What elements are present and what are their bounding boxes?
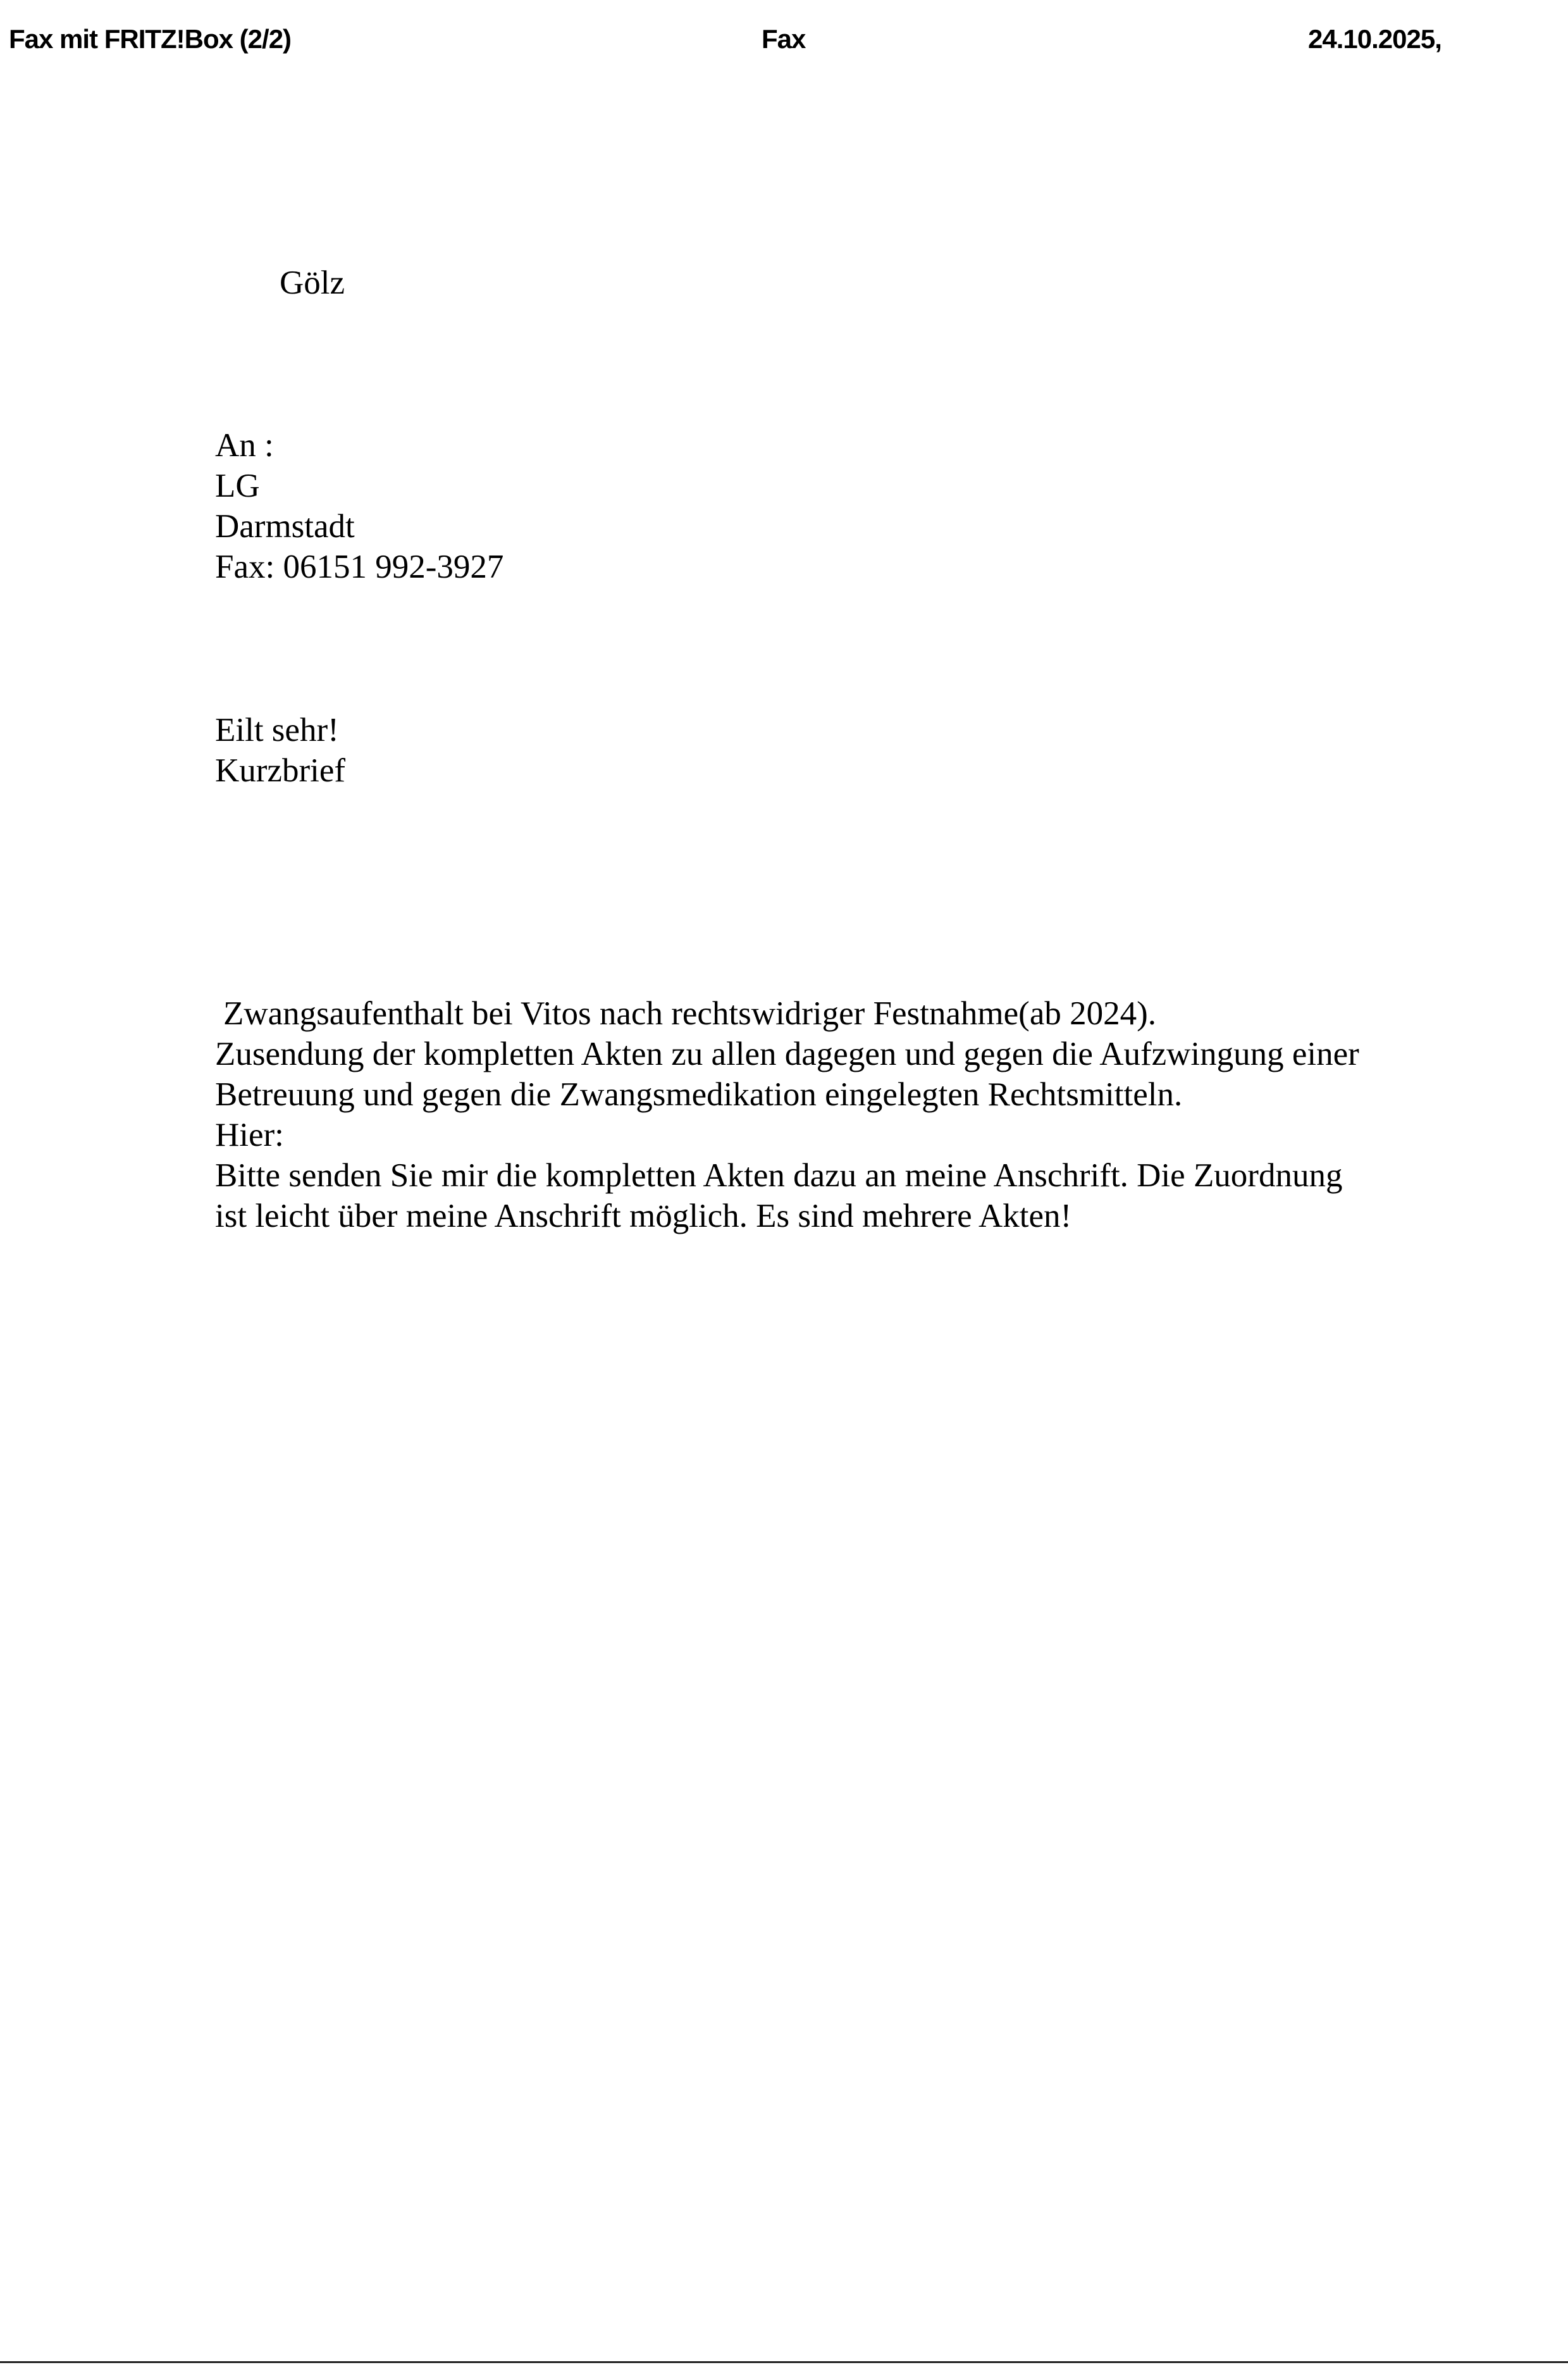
recipient-line: Darmstadt (215, 508, 355, 545)
urgency-line: Eilt sehr! (215, 712, 339, 748)
page-bottom-border (0, 2361, 1568, 2363)
fax-header-type: Fax (762, 24, 806, 54)
fax-header (0, 24, 1568, 58)
body-line: Zusendung der kompletten Akten zu allen dagegen und gegen die Aufzwingung einer (215, 1036, 1359, 1072)
body-line: Betreuung und gegen die Zwangsmedikation eingelegten Rechtsmitteln. (215, 1076, 1183, 1113)
body-line: Zwangsaufenthalt bei Vitos nach rechtswidriger Festnahme(ab 2024). (223, 995, 1156, 1032)
body-line: ist leicht über meine Anschrift möglich. Es sind mehrere Akten! (215, 1198, 1072, 1234)
recipient-line: LG (215, 468, 260, 504)
recipient-line: An : (215, 427, 274, 464)
recipient-fax-line: Fax: 06151 992-3927 (215, 549, 504, 585)
letter-body (215, 993, 1359, 1236)
fax-header-date: 24.10.2025, (1308, 24, 1441, 54)
document-type-line: Kurzbrief (215, 752, 345, 789)
body-line: Hier: (215, 1117, 284, 1153)
body-line: Bitte senden Sie mir die kompletten Akten dazu an meine Anschrift. Die Zuordnung (215, 1157, 1343, 1194)
urgency-block (215, 710, 345, 791)
recipient-block (215, 425, 503, 587)
fax-header-title: Fax mit FRITZ!Box (2/2) (9, 24, 292, 54)
sender-name: Gölz (280, 264, 345, 301)
